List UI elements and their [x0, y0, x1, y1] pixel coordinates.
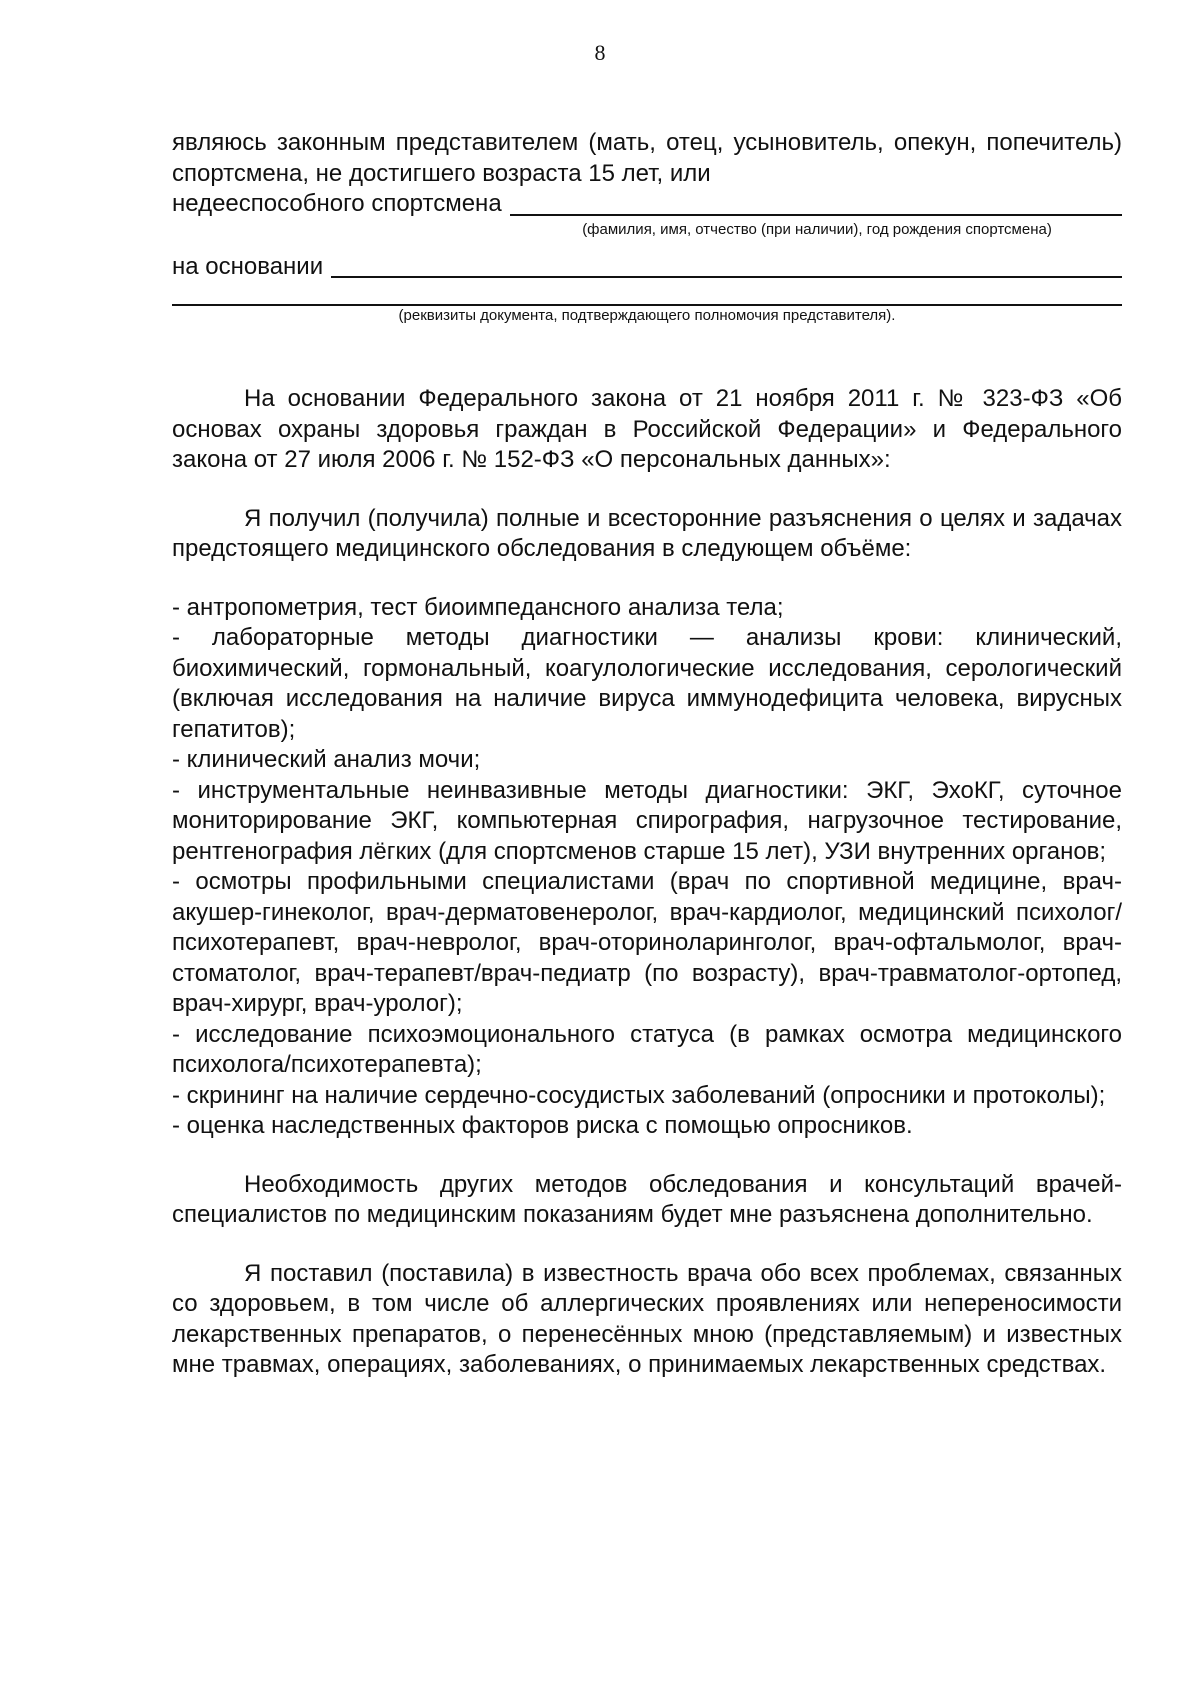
- exam-list: [172, 593, 1122, 1142]
- document-body: [172, 128, 1122, 1381]
- athlete-name-underline[interactable]: [510, 192, 1122, 216]
- basis-field[interactable]: [172, 252, 1122, 283]
- athlete-name-label: недееспособного спортсмена: [172, 190, 502, 217]
- law-paragraph: На основании Федерального закона от 21 ноября 2011 г. № 323-ФЗ «Об основах охраны здоровья граждан в Российской Федерации» и Федерального закона от 27 июля 2006 г. № 152-ФЗ «О персональных данных»:: [172, 385, 1122, 473]
- list-item: - антропометрия, тест биоимпедансного анализа тела;: [172, 593, 784, 621]
- basis-underline[interactable]: [331, 254, 1122, 278]
- list-item: - клинический анализ мочи;: [172, 746, 481, 773]
- athlete-name-caption: (фамилия, имя, отчество (при наличии), год рождения спортсмена): [582, 220, 1052, 238]
- list-item: - оценка наследственных факторов риска с помощью опросников.: [172, 1112, 913, 1139]
- athlete-name-field[interactable]: [172, 189, 1122, 220]
- other-methods-paragraph: Необходимость других методов обследования и консультаций врачей-специалистов по медицинским показаниям будет мне разъяснена дополнительно.: [172, 1170, 1122, 1228]
- list-item: - исследование психоэмоционального статуса (в рамках осмотра медицинского психолога/психотерапевта);: [172, 1020, 1122, 1078]
- page-number: 8: [594, 40, 606, 65]
- list-item: - осмотры профильными специалистами (врач по спортивной медицине, врач-акушер-гинеколог, врач-дерматовенеролог, врач-кардиолог, медицинский психолог/психотерапевт, врач-невролог, врач-оториноларинголог, врач-офтальмолог, врач-стоматолог, врач-терапевт/врач-педиатр (по возрасту), врач-травматолог-ортопед, врач-хирург, врач-уролог);: [172, 868, 1122, 1017]
- basis-label: на основании: [172, 252, 324, 280]
- list-item: - скрининг на наличие сердечно-сосудистых заболеваний (опросники и протоколы);: [172, 1081, 1106, 1109]
- explanation-paragraph: Я получил (получила) полные и всесторонние разъяснения о целях и задачах предстоящего медицинского обследования в следующем объёме:: [172, 504, 1122, 562]
- representative-statement: являюсь законным представителем (мать, отец, усыновитель, опекун, попечитель) спортсмена, не достигшего возраста 15 лет, или: [172, 129, 1122, 187]
- list-item: - инструментальные неинвазивные методы диагностики: ЭКГ, ЭхоКГ, суточное мониторирование ЭКГ, компьютерная спирография, нагрузочное тестирование, рентгенография лёгких (для спортсменов старше 15 лет), УЗИ внутренних органов;: [172, 776, 1122, 865]
- list-item: - лабораторные методы диагностики — анализы крови: клинический, биохимический, гормональный, коагулологические исследования, серологический (включая исследования на наличие вируса иммунодефицита человека, вирусных гепатитов);: [172, 624, 1122, 743]
- basis-caption: (реквизиты документа, подтверждающего полномочия представителя).: [398, 307, 896, 324]
- informed-paragraph: Я поставил (поставила) в известность врача обо всех проблемах, связанных со здоровьем, в том числе об аллергических проявлениях или непереносимости лекарственных препаратов, о перенесённых мною (представляемым) и известных мне травмах, операциях, заболеваниях, о принимаемых лекарственных средствах.: [172, 1259, 1122, 1378]
